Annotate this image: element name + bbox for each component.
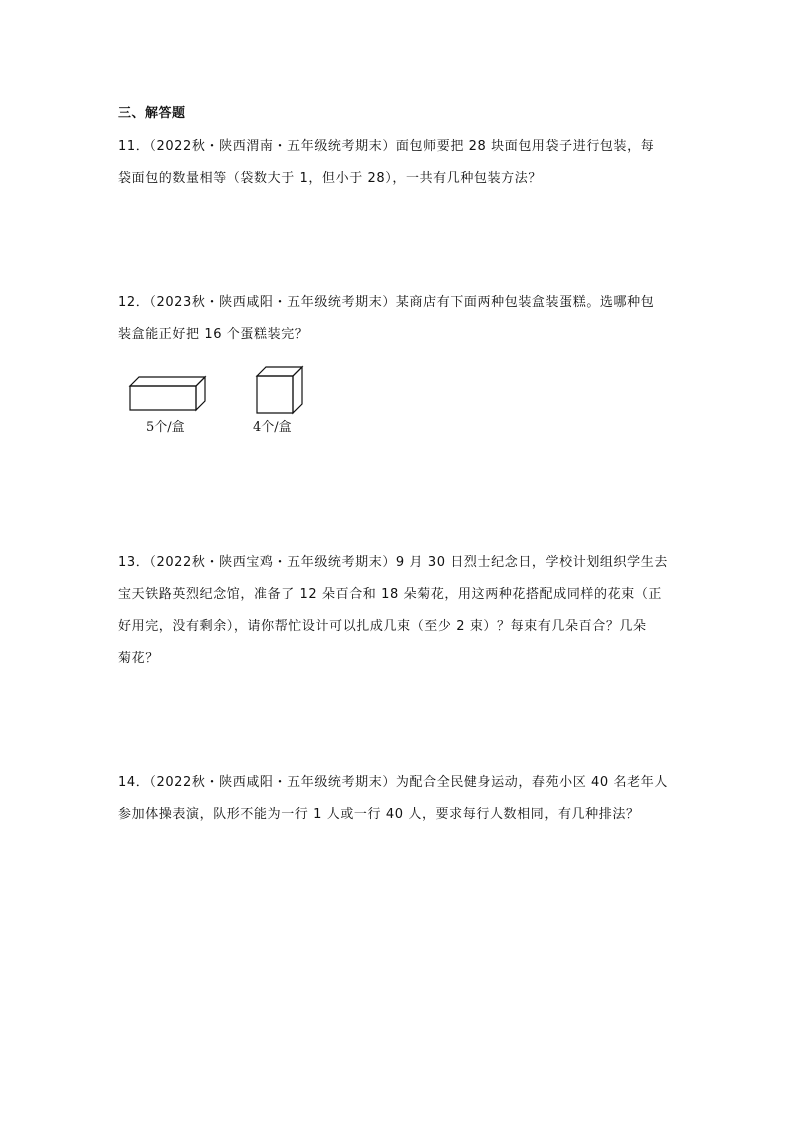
question-11-line-1: 11．（2022秋・陕西渭南・五年级统考期末）面包师要把 28 块面包用袋子进行包装，每 [118, 139, 655, 154]
box-drawings [118, 360, 338, 420]
cube-box-icon [257, 367, 302, 413]
question-13-line-2: 宝天铁路英烈纪念馆，准备了 12 朵百合和 18 朵菊花，用这两种花搭配成同样的花束（正 [118, 587, 663, 602]
question-13-line-1: 13．（2022秋・陕西宝鸡・五年级统考期末）9 月 30 日烈士纪念日，学校计划组织学生去 [118, 555, 668, 570]
question-13-line-3: 好用完，没有剩余），请你帮忙设计可以扎成几束（至少 2 束）？每束有几朵百合？几朵 [118, 619, 647, 634]
long-box-icon [130, 377, 205, 410]
packaging-boxes-figure [118, 360, 338, 440]
question-12-line-2: 装盒能正好把 16 个蛋糕装完？ [118, 327, 309, 342]
question-11-line-2: 袋面包的数量相等（袋数大于 1，但小于 28），一共有几种包装方法？ [118, 171, 542, 186]
long-box-label: 5个/盒 [146, 420, 185, 435]
question-14-line-1: 14．（2022秋・陕西咸阳・五年级统考期末）为配合全民健身运动，春苑小区 40 名老年人 [118, 775, 668, 790]
question-14-line-2: 参加体操表演，队形不能为一行 1 人或一行 40 人，要求每行人数相同，有几种排法？ [118, 807, 640, 822]
section-title: 三、解答题 [118, 106, 186, 121]
question-12-line-1: 12．（2023秋・陕西咸阳・五年级统考期末）某商店有下面两种包装盒装蛋糕。选哪种包 [118, 295, 655, 310]
cube-box-label: 4个/盒 [253, 420, 292, 435]
question-13-line-4: 菊花？ [118, 651, 159, 666]
